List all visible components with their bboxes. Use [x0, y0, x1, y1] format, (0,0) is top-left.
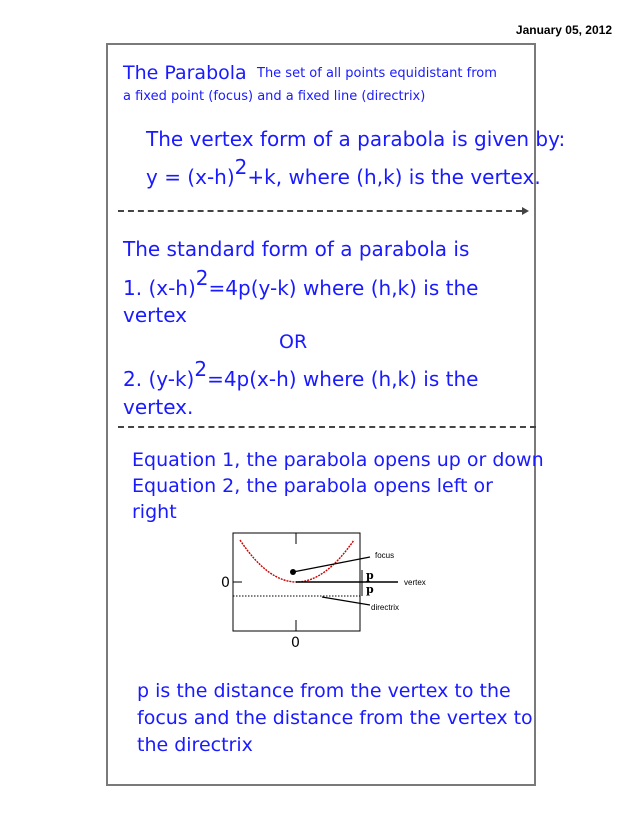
standard-form-intro: The standard form of a parabola is — [123, 237, 470, 261]
opening-line-1: Equation 1, the parabola opens up or down — [132, 449, 544, 471]
definition-line-1: The set of all points equidistant from — [257, 66, 497, 81]
vertex-eq-base: y = (x-h) — [146, 165, 235, 189]
diagram-x-zero: 0 — [291, 635, 300, 651]
diagram-y-zero: 0 — [221, 575, 230, 591]
divider-1 — [118, 210, 522, 212]
p-label-top: p — [366, 569, 374, 582]
vertex-label: vertex — [404, 578, 426, 587]
vertex-form-equation — [146, 155, 541, 189]
summary-line-2: focus and the distance from the vertex to — [137, 707, 533, 729]
standard-eq-1-rest: =4p(y-k) where (h,k) is the — [208, 276, 479, 300]
standard-eq-2 — [123, 357, 479, 391]
standard-eq-2-base: 2. (y-k) — [123, 367, 195, 391]
standard-eq-2-tail: vertex. — [123, 395, 194, 419]
directrix-label: directrix — [371, 603, 400, 612]
standard-eq-2-rest: =4p(x-h) where (h,k) is the — [207, 367, 479, 391]
vertex-eq-exponent: 2 — [234, 155, 248, 180]
divider-1-arrow — [522, 207, 529, 215]
parabola-diagram — [221, 530, 440, 655]
or-label: OR — [279, 331, 308, 353]
vertex-eq-rest: +k, where (h,k) is the vertex. — [247, 165, 541, 189]
standard-eq-1-base: 1. (x-h) — [123, 276, 196, 300]
opening-line-3: right — [132, 501, 177, 523]
vertex-form-intro: The vertex form of a parabola is given by: — [146, 127, 566, 151]
page-date: January 05, 2012 — [515, 23, 612, 37]
standard-eq-1-exponent: 2 — [195, 266, 209, 291]
focus-label: focus — [375, 551, 395, 560]
divider-2 — [118, 426, 536, 428]
standard-eq-1 — [123, 266, 479, 300]
opening-line-2: Equation 2, the parabola opens left or — [132, 475, 493, 497]
summary-line-1: p is the distance from the vertex to the — [137, 680, 511, 702]
p-label-bottom: p — [366, 583, 374, 596]
summary-line-3: the directrix — [137, 734, 253, 756]
definition-line-2: a fixed point (focus) and a fixed line (directrix) — [123, 89, 426, 104]
standard-eq-1-tail: vertex — [123, 303, 187, 327]
section-title: The Parabola — [123, 62, 247, 84]
standard-eq-2-exponent: 2 — [194, 357, 208, 382]
